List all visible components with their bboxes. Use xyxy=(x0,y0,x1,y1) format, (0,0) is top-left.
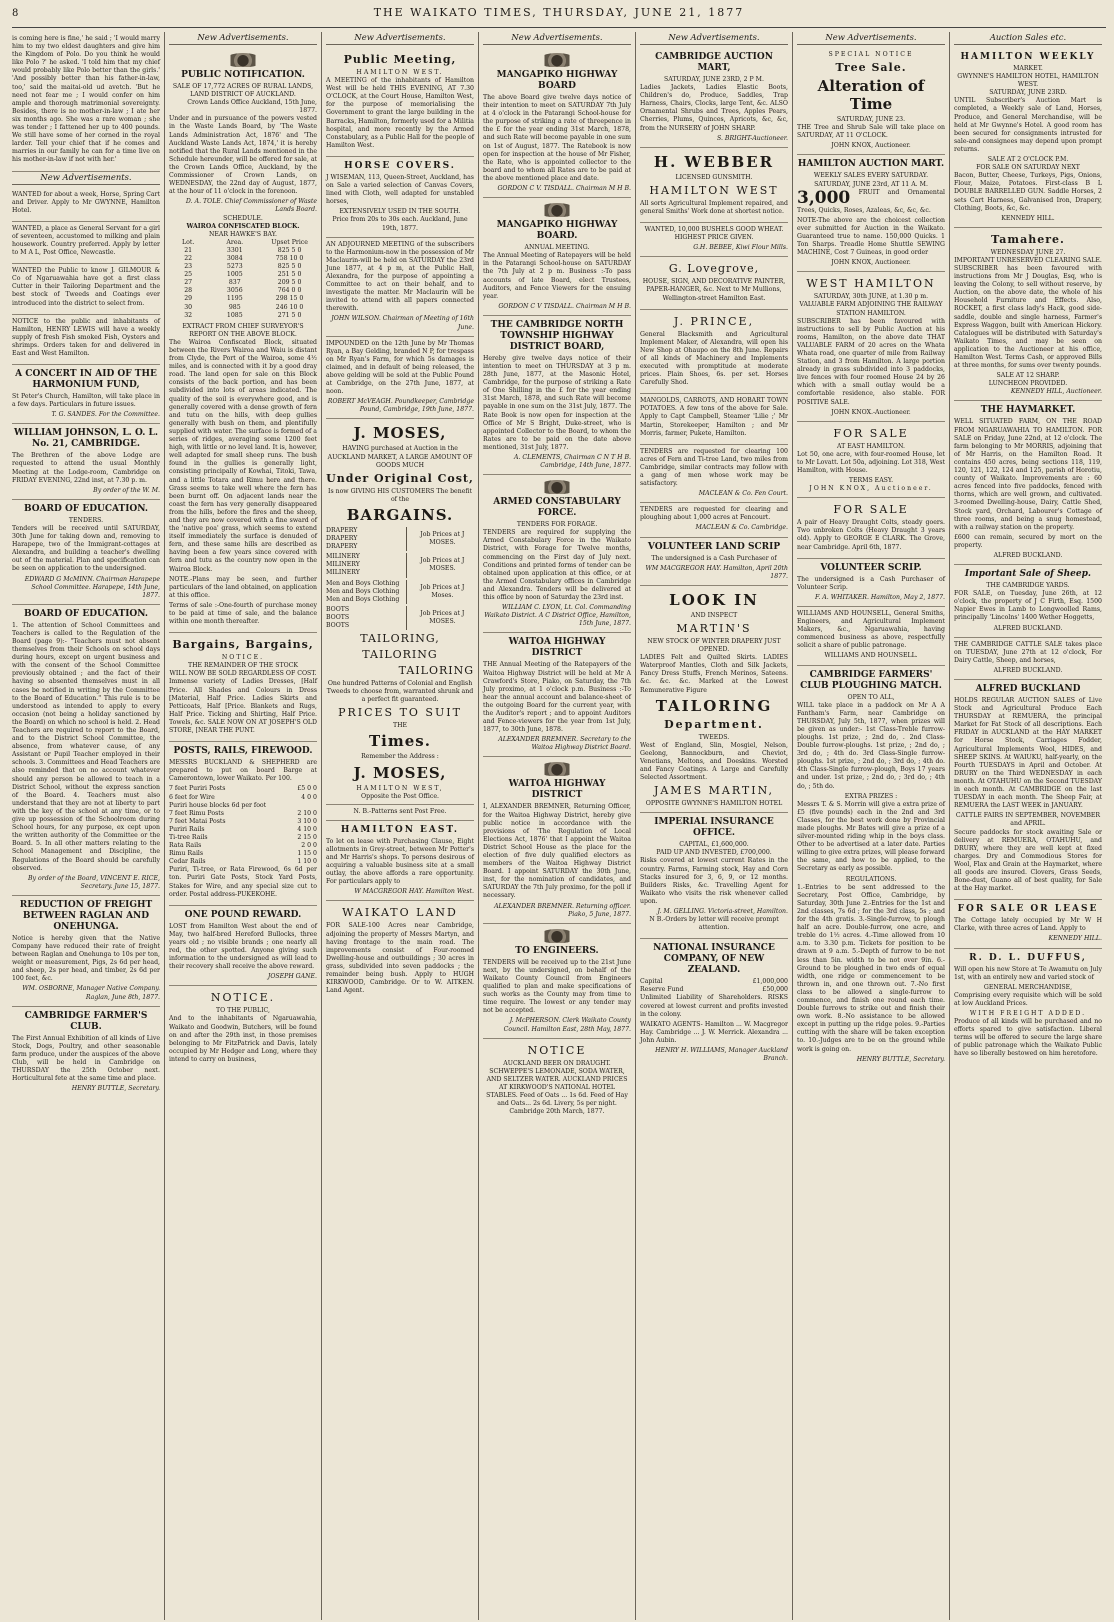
ad-signature: By order of the W. M. xyxy=(93,486,160,494)
royal-crest-icon xyxy=(539,203,575,217)
armed-constabulary-ad: ARMED CONSTABULARY FORCE. TENDERS FOR FORAGE. TENDERS are required for supplying the Armed Constabulary Force in the Waikato District, with Forage for Twelve months, commencing on the First day of July next. Conditions and printed forms of tender can be obtained upon application at this office, or at the Armed Constabulary offices in Cambridge and Alexandra. Tenders will be delivered at this office by noon of Saturday the 23rd inst. WILLIAM C. LYON, Lt. Col. Commanding Waikato District. A C District Office, Hamilton, 15th June, 1877. xyxy=(483,475,631,633)
column-6 xyxy=(792,32,949,1620)
job-item: MILINERY xyxy=(326,561,360,569)
wheat-wanted-ad: WANTED, 10,000 BUSHELS GOOD WHEAT. HIGHEST PRICE GIVEN. G.H. BEBEE, Kiwi Flour Mills. xyxy=(640,223,788,257)
hotel-notice-ad: NOTICE AUCKLAND BEER ON DRAUGHT. SCHWEPPE'S LEMONADE, SODA WATER, AND SELTZER WATER. AUCKLAND PRICES AT KIRKWOOD'S NATIONAL HOTEL STABLES. Feed of Oats ... 1s 6d. Feed of Hay and Oats... 2s 6d. Livery, 5s per night. Cambridge 20th March, 1877. xyxy=(486,1043,628,1116)
ad-text: The First Annual Exhibition of all kinds of Live Stock, Dogs, Poultry, and other seasonable farm produce, under the auspices of the above Club, will be held in Cambridge on THURSDAY the 25th October next. Horticultural fete at the same time and place. xyxy=(12,1034,160,1083)
job-item: Men and Boys Clothing xyxy=(326,579,400,587)
job-item: DRAPERY xyxy=(326,526,358,534)
column-4 xyxy=(478,32,635,1620)
job-item: MILINERY xyxy=(326,569,360,577)
table-cell: 23 xyxy=(184,263,193,271)
price-cell: 4 10 0 xyxy=(297,825,317,833)
price-cell: 1 10 0 xyxy=(297,858,317,866)
table-cell: 3056 xyxy=(226,287,243,295)
weekly-market-ad: HAMILTON WEEKLY MARKET. GWYNNE'S HAMILTON HOTEL, HAMILTON WEST. SATURDAY, JUNE 23RD. UNTIL Subscriber's Auction Mart is completed, a Weekly sale of Land, Horses, Produce, and General Merchandise, will be held at Mr Gwynne's Hotel. A good room has been secured for consignments intrusted for sale-and consignees may depend upon prompt returns. SALE AT 2 O'CLOCK P.M. FOR SALE ON SATURDAY NEXT Bacon, Butter, Cheese, Turkeys, Pigs, Onions, Flour, Maize, Potatoes. First-class B L DOUBLE BARRELLED GUN. Saddle Horses, 2 sets Cart Harness, Galvanised Iron, Drapery, Clothing, Boots, &c, &c. KENNEDY HILL. xyxy=(954,48,1102,228)
royal-crest-icon xyxy=(539,480,575,494)
sheep-sale-ad: Important Sale of Sheep. THE CAMBRIDGE YARDS. FOR SALE, on Tuesday, June 26th, at 12 o'clock, the property of J C Firth, Esq. 1500 Napier Ewes in Lamb to Longwoolled Rams, principally 'Lincolns' 1400 Wether Hoggetts, ALFRED BUCKLAND. xyxy=(954,565,1102,638)
price-cell: 2 0 0 xyxy=(301,842,317,850)
table-cell: 29 xyxy=(184,295,193,303)
capital-table: Capital £1,000,000 Reserve Fund £50,000 xyxy=(640,978,788,994)
price-cell: £5 0 0 xyxy=(297,785,317,793)
schedule-rows xyxy=(169,247,317,320)
mangapiko-board-ad: MANGAPIKO HIGHWAY BOARD The above Board give twelve days notice of their intention to meet on SATURDAY 7th July at 4 o'clock in the Patarangi School-house for the purpose of striking a rate of threepence in the £ for the year ending 31st March, 1878, and such Rate will become payable in one sum on 1st of August, 1877. The Ratebook is now open for inspection at the house of Mr Fisher, the Rate, who is appointed collector to the board and to whom all Rates are to be paid at the above mentioned place and date. GORDON C V. TISDALL. Chairman M H B. xyxy=(483,48,631,198)
adjourned-meeting-ad: AN ADJOURNED MEETING of the subscribers to the Harmonium-now in the possession of Mr Maclaurin-will be held on SATURDAY the 23rd June 1877, at 4 p m, at the Public Hall, Alexandra, for the purpose of appointing a Committee to act on their behalf, and to investigate the matter. Mr Maclaurin will be invited to attend with all papers connected therewith. JOHN WILSON. Chairman of Meeting of 16th June. xyxy=(326,238,474,337)
ad-signature: WM. OSBORNE, Manager Native Company. Raglan, June 8th, 1877. xyxy=(22,985,160,1001)
sale-or-lease-ad: FOR SALE OR LEASE The Cottage lately occupied by Mr W H Clarke, with three acres of Land. Apply to KENNEDY HILL. xyxy=(954,900,1102,948)
ad-signature: HENRY BUTTLE, Secretary. xyxy=(71,1085,160,1093)
column-3 xyxy=(321,32,478,1620)
price-cell: 3 10 0 xyxy=(297,817,317,825)
royal-crest-icon xyxy=(539,762,575,776)
classified-ad xyxy=(12,424,160,499)
column-5 xyxy=(635,32,792,1620)
ad-text: St Peter's Church, Hamilton, will take place in a few days. Particulars in future issues. xyxy=(12,393,160,409)
table-cell: 825 5 0 xyxy=(277,263,302,271)
waitoa-election-ad: WAITOA HIGHWAY DISTRICT I, ALEXANDER BREMNER, Returning Officer, for the Waitoa Highway District, hereby give public notice in accordance with the provisions of 'The Regulation of Local Elections Act, 1876' that I appoint the Waitoa District School House as the place for the election of five duly qualified electors as members of the Waitoa Highway District Board. I appoint SATURDAY the 30th June, inst, for the nomination of candidates, and SATURDAY the 7th July proximo, for the poll if necessary. ALEXANDER BREMNER. Returning officer. Piako, 5 June, 1877. xyxy=(483,757,631,923)
job-price-group xyxy=(326,580,474,604)
table-cell: 27 xyxy=(184,279,193,287)
ad-text: Notice is hereby given that the Native Company have reduced their rate of freight between Raglan and Onehunga to 10s per ton, weight or measurement, Pigs, 2s 6d per head, and sheep, 2s per head, and timber, 2s 6d per 100 feet, &c. xyxy=(12,934,160,983)
haymarket-ad: THE HAYMARKET. WELL SITUATED FARM, ON THE ROAD FROM NGARUAWAHIA TO HAMILTON. FOR SALE on Friday, June 22nd, at 12 o'clock. The farm belonging to Mr MORRIS, adjoining that of Mr Harris, on the Hamilton Road. It contains 450 acres, being sections 118, 119, 120, 121, 122, 124 and 125, parish of Horotiu, county of Waikato. Improvements are : 60 acres fenced into five paddocks, fenced with thorns, which are well grown, and cultivated. 3-roomed Dwelling-house, Dairy, Cattle Shed, Stock yard, Orchard, Labourer's Cottage of three rooms, and being a snug homestead, with a railway station on the property. £600 can remain, secured by mort on the property. ALFRED BUCKLAND. xyxy=(954,401,1102,565)
classified-ad xyxy=(12,896,160,1007)
cambridge-north-ad: THE CAMBRIDGE NORTH TOWNSHIP HIGHWAY DISTRICT BOARD, Hereby give twelve days notice of their intention to meet on THURSDAY at 3 p m. 28th June, 1877, at the Masonic Hotel, Cambridge, for the purpose of striking a Rate of One Shilling in the £ for the year ending 31st March, 1878, and such Rate will become payable in one sum on the 31st July, 1877. The Rate Book is now open for inspection at the Office of Mr S Bright, Duke-street, who is appointed Collector to the Board, to whom the Rates are to be paid on the date above mentioned, 31st July, 1877. A. CLEMENTS, Chairman C N T H B. Cambridge, 14th June, 1877. xyxy=(483,316,631,475)
column-2 xyxy=(164,32,321,1620)
bargains-ad: Bargains, Bargains, NOTICE. THE REMAINDER OF THE STOCK WILL NOW BE SOLD REGARDLESS OF COST. Immense variety of Ladies Dresses, [Half Price. All Shades and Colours in Dress [Material, Half Price. Ladies Skirts and Petticoats, Half [Price. Blankets and Rugs, Half Price. Ticking and Shirting, Half Price. Towels, &c. SALE NOW ON AT JOSEPH'S OLD STORE, [NEAR THE PUNT. xyxy=(169,633,317,742)
classified-ad xyxy=(12,605,160,896)
horse-covers-ad: HORSE COVERS. J WISEMAN, 113, Queen-Street, Auckland, has on Sale a varied selection of Canvas Covers, lined with Cloth, well adapted for unstabled horses, EXTENSIVELY USED IN THE SOUTH. Price from 20s to 30s each. Auckland, June 19th, 1877. xyxy=(326,157,474,238)
classified-ad xyxy=(12,188,160,222)
schedule-table: Lot. Area. Upset Price xyxy=(182,238,308,246)
table-cell: 209 5 0 xyxy=(277,279,302,287)
table-cell: 3301 xyxy=(226,246,243,254)
classified-ad xyxy=(12,315,160,365)
ad-title: A CONCERT IN AID OF THE HARMONIUM FUND, xyxy=(15,369,157,391)
price-cell: 2 15 0 xyxy=(297,833,317,841)
job-note: Job Prices at J MOSES. xyxy=(420,557,465,573)
royal-crest-icon xyxy=(539,53,575,67)
column-heading: New Advertisements. xyxy=(169,32,317,45)
masthead xyxy=(12,6,1106,28)
column-heading: Auction Sales etc. xyxy=(954,32,1102,45)
prince-ad: J. PRINCE, General Blacksmith and Agricultural Implement Maker, of Alexandra, will open his New Shop at Ohaupo on the 8th June. Repairs of all kinds of Machinery and Implements executed with promptitude at moderate prices. Plain Shoes, 6s. per set. Horses Carefully Shod. xyxy=(640,310,788,395)
table-cell: 271 5 0 xyxy=(277,311,302,319)
price-cell: 7 feet Matai Posts xyxy=(169,817,226,825)
classified-ad xyxy=(12,222,160,264)
price-cell: Puriri Rails xyxy=(169,825,205,833)
classified-ad xyxy=(12,1007,160,1098)
table-cell: 3084 xyxy=(226,254,243,262)
ploughing-match-ad: CAMBRIDGE FARMERS' CLUB PLOUGHING MATCH. OPEN TO ALL, WILL take place in a paddock on Mr A A Fantham's Farm, near Cambridge on THURSDAY, July 5th, 1877, when prizes will be given as under:- 1st Class-Treble furrow-ploughs. 1st prize, ; 2nd do, . 2nd Class-Double furrow-ploughs. 1st prize, ; 2nd do, ; 3rd do, ; 4th do. 3rd Class-Single furrow-ploughs. 1st prize, ; 2nd do, ; 3rd do, ; 4th do. 4th Class-Single furrow-plough, Boys 17 years and under. 1st prize, ; 2nd do, ; 3rd do, ; 4th do, ; 5th do. EXTRA PRIZES : Messrs T. & S. Morrin will give a extra prize of £5 (five pounds) each in the 2nd and 3rd Classes, for the best work done by Provincial made ploughs. Mr Bates will give a prize of a silver-mounted riding whip in the boys class. Other to be advertised at a later date. Parties willing to give extra prizes, will please forward the same, and how to be applied, to the Secretary as early as possible. REGULATIONS. 1.-Entries to be sent addressed to the Secretary, Post Office, Cambridge, by Saturday, 30th June 2.-Entries for the 1st and 2nd classes, 7s 6d ; for the 3rd class, 5s ; and for the 4th gratis. 3.-Single-furrow, to plough half an acre. Double-furrow, one acre, and treble do 1½ acres. 4.-Time allowed from 10 a.m. to 3.30 p.m. Tickets for position to be drawn at 9 a.m. 5.-Depth of furrow to be not less than 5in. width to be not over 9in. 6.-Ground to be ploughed in two ends of equal width, one ridge or commencement to be thrown in, and one thrown out. 7.-No first class to be allowed a single-furrow to commence, and finish one round each time. Double furrows to strike out and finish their own work. 8.-No assistance to be allowed except in putting up the ridge poles. 9.-Parties cutting with the share will be taken exception to. 10.-Judges are to be on the ground while work is going on. HENRY BUTTLE, Secretary. xyxy=(797,669,945,1063)
ad-signature: By order of the Board, VINCENT E. RICE, Secretary. June 15, 1877. xyxy=(28,874,160,890)
classified-ad xyxy=(12,264,160,314)
waitoa-annual-ad: WAITOA HIGHWAY DISTRICT THE Annual Meeting of the Ratepayers of the Waitoa Highway District will be held at Mr A Crawford's Store, Piako, on Saturday, the 7th July proximo, at 1 o'clock p.m. Business :-To hear the annual account and balance-sheet of the outgoing Board for the current year, with the Auditor's report ; and to appoint Auditors and Fence-viewers for the year from 1st July, 1877, to 30th June, 1878. ALEXANDER BREMNER. Secretary to the Waitoa Highway District Board. xyxy=(483,633,631,757)
table-cell: 32 xyxy=(184,311,193,319)
hamilton-auction-mart-ad: HAMILTON AUCTION MART. WEEKLY SALES EVERY SATURDAY. SATURDAY, JUNE 23rd, AT 11 A. M. 3,000 FRUIT and Ornamental Trees, Quicks, Roses, Azaleas, &c, &c, &c. NOTE-The above are the choicest collection ever submitted for Auction in the Waikato. Guaranteed true to name. 150,000 Quicks. 1 Ton Sharps. Treadle Home Shuttle SEWING MACHINE, Cost 7 Guineas, in good order JOHN KNOX, Auctioneer. xyxy=(797,155,945,272)
table-cell: 30 xyxy=(184,303,193,311)
national-insurance-ad: NATIONAL INSURANCE COMPANY, OF NEW ZEALAND. Capital £1,000,000 Reserve Fund £50,000 Unlimited Liability of Shareholders. RISKS covered at lowest current and profits invested in the colony. WAIKATO AGENTS- Hamilton ... W. Macgregor Hay. Cambridge ... J. W. Merrick. Alexandra ... John Aubin. HENRY H. WILLIAMS, Manager Auckland Branch. xyxy=(640,943,788,1063)
tenders-ploughing-ad: TENDERS are requested for clearing and ploughing about 1,000 acres at Fencourt. MACLEAN & Co. Cambridge. xyxy=(640,503,788,537)
table-cell: 246 10 0 xyxy=(275,303,304,311)
page-number: 8 xyxy=(12,8,19,19)
posts-rails-ad: POSTS, RAILS, FIREWOOD. MESSRS BUCKLAND & SHEPHERD are prepared to put on board Barge at Camerontown, lower Waikato. Per 100. 7 feet Puriri Posts £5 0 0 6 feet for Wire 4 0 0 Puriri house blocks 6d per foot 7 feet Rimu Posts 2 10 0 7 feet Matai Posts 3 10 0 Puriri Rails 4 10 0 Ti-tree Rails 2 15 0 Rata Rails 2 0 0 Rimu Rails 1 15 0 Cedar Rails 1 10 0 Puriri, Ti-tree, or Rata Firewood, 6s 6d per ton. Puriri Gate Posts, Stock Yard Posts, Stakes for Wire, and any special size cut to order. Postal address-PUKEKOHE. xyxy=(169,742,317,906)
job-item: BOOTS xyxy=(326,621,350,629)
price-list xyxy=(169,785,317,866)
martins-drapery-ad: LOOK IN AND INSPECT MARTIN'S NEW STOCK OF WINTER DRAPERY JUST OPENED. LADIES Felt and Quilted Skirts. LADIES Waterproof Mantles, Cloth and Silk Jackets, Fancy Dress Stuffs, French Merinos, Sateens. &c. &c. &c. Marked at the Lowest Remunerative Figure TAILORING Department. TWEEDS. West of England, Slin, Mosgiel, Nelson, Geelong, Bannockburn, and Cheviot, Venetians, Meltons, and Doeskins. Worsted and Fancy Coatings. A Large and Carefully Selected Assortment. JAMES MARTIN, OPPOSITE GWYNNE'S HAMILTON HOTEL xyxy=(640,586,788,813)
table-cell: 21 xyxy=(184,246,193,254)
table-cell: 251 5 0 xyxy=(277,271,302,279)
job-item: BOOTS xyxy=(326,605,350,613)
job-item: Men and Boys Clothing xyxy=(326,595,400,603)
price-cell: 7 feet Puriri Posts xyxy=(169,785,226,793)
table-cell: 758 10 0 xyxy=(275,254,304,262)
waikato-land-ad: WAIKATO LAND FOR SALE-100 Acres near Cambridge, adjoining the property of Messrs Martyn, and having frontage to the main road. The improvements consist of Four-roomed Dwelling-house and outbuildings ; 30 acres in grass, subdivided into seven paddocks ; the remainder being bush. Apply to HUGH KIRKWOOD, Cambridge. Or to W. AITKEN. Land Agent. xyxy=(326,906,474,995)
for-sale-east-hamilton-ad: FOR SALE AT EAST HAMILTON. Lot 50, one acre, with four-roomed House, let to Mr Lovatt. Lot 50a, adjoining. Lot 318, West Hamilton, with House. TERMS EASY. JOHN KNOX, Auctioneer. xyxy=(797,422,945,499)
table-cell: 985 xyxy=(228,303,241,311)
mangolds-ad: MANGOLDS, CARROTS, AND HOBART TOWN POTATOES. A few tons of the above for Sale. Apply to Capt Campbell, Steamer 'Lilie ;' Mr Martin, Storekeeper, Hamilton ; and Mr Morris, farmer, Pukete, Hamilton. xyxy=(640,394,788,444)
price-cell: Rata Rails xyxy=(169,842,202,850)
royal-crest-icon xyxy=(225,53,261,67)
ad-title: REDUCTION OF FREIGHT BETWEEN RAGLAN AND ONEHUNGA. xyxy=(19,899,153,932)
williams-hounsell-ad: WILLIAMS AND HOUNSELL, General Smiths, Engineers, and Agricultural Implement Makers, &c., Ngaruawahia, having commenced business as above, respectfully solicit a share of public patronage. WILLIAMS AND HOUNSELL. xyxy=(797,607,945,666)
ad-text: WANTED the Public to know J. GILMOUR & Co of Ngaruawahia have got a first class Cutter in their Tailoring Department and the best stock of Tweeds and Coatings ever introduced into the district to select from. xyxy=(12,267,160,307)
column-heading: New Advertisements. xyxy=(797,32,945,45)
job-item: Men and Boys Clothing xyxy=(326,587,400,595)
table-cell: 1005 xyxy=(226,271,243,279)
lovegrove-ad: G. Lovegrove, HOUSE, SIGN, AND DECORATIVE PAINTER, PAPER-HANGER, &c. Next to Mr Mullions, Wellington-street Hamilton East. xyxy=(640,257,788,309)
royal-crest-icon xyxy=(539,929,575,943)
buckland-auctions-ad: ALFRED BUCKLAND HOLDS REGULAR AUCTION SALES of Live Stock and Agricultural Produce Each THURSDAY at REMUERA, the principal Market for Fat Stock of all descriptions. Each FRIDAY in AUCKLAND at the HAY MARKET for Horse Stock, Carriages Fodder, Agricultural Implements Wool, HIDES, and SHEEP SKINS. At WAIUKU, half-yearly, on the Fourth TUESDAYS in April and October. At DRURY on the Third WEDNESDAY in each month. At OTAHUHU on the Second TUESDAY in each month. At CAMBRIDGE on the last TUESDAY in each month. The Sheep Fair, at REMUERA the LAST WEEK in JANUARY. CATTLE FAIRS IN SEPTEMBER, NOVEMBER and APRIL. Secure paddocks for stock awaiting Sale or delivery at REMUERA, OTAHUHU, and DRURY, where they are well kept at fixed charges. Dry and Commodious Stores for Wool, Flax and Grain at the Haymarket, where all goods are insured. Clovers, Grass Seeds, Bone-dust, Guano all of best quality, for Sale at the Hay market. xyxy=(954,680,1102,900)
ad-text: NOTICE to the public and inhabitants of Hamilton, HENRY LEWIS will have a weekly supply of fresh Fish smoked Fish, Oysters and shrimps. Orders taken for and delivered in East and West Hamilton. xyxy=(12,317,160,357)
job-price-group xyxy=(326,527,474,551)
ad-title: BOARD OF EDUCATION. xyxy=(23,608,149,619)
reward-ad: ONE POUND REWARD. LOST from Hamilton West about the end of May, two half-bred Hereford Bullocks, three years old ; no visible brands ; one nearly all red, the other spotted. Anyone giving such information to the undersigned as will lead to their recovery shall receive the above reward. JOSEPH GANE. xyxy=(169,906,317,987)
classified-ad xyxy=(12,500,160,605)
classified-ad xyxy=(12,365,160,424)
ad-title: CAMBRIDGE FARMER'S CLUB. xyxy=(24,1010,148,1032)
table-cell: 22 xyxy=(184,254,193,262)
price-cell: 4 0 0 xyxy=(301,793,317,801)
column-1 xyxy=(12,32,164,1620)
moses-ad: J. MOSES, HAVING purchased at Auction in the AUCKLAND MARKET, A LARGE AMOUNT OF GOODS MUCH Under Original Cost, Is now GIVING HIS CUSTOMERS The benefit of the BARGAINS. DRAPERY DRAPERY DRAPERY Job Prices at J MOSES. MILINERY MILINERY MILINERY Job Prices at J MOSES. Men and Boys Clothing Men and Boys Clothing Men and Boys Clothing Job Prices at J Moses. BOOTS BOOTS BOOTS Job Prices at J MOSES. TAILORING, TAILORING TAILORING One hundred Patterns of Colonial and English Tweeds to choose from, warranted shrunk and a perfect fit guaranteed. PRICES TO SUIT THE Times. Remember the Address : J. MOSES, HAMILTON WEST, Opposite the Post Office. N. B.-Patterns sent Post Free. xyxy=(326,419,474,820)
ad-text: Tenders will be received until SATURDAY, 30th June for taking down and, removing to Harapepe, two of the Immigrant-cottages at Alexandra, and building a teacher's dwelling out of the material. Plan and specification can be seen on application to the undersigned. xyxy=(12,524,160,573)
column-heading: New Advertisements. xyxy=(483,32,631,45)
price-cell: 7 feet Rimu Posts xyxy=(169,809,224,817)
tenders-fern-ad: TENDERS are requested for clearing 100 acres of Fern and Ti-tree Land, two miles from Cambridge, similar contracts may follow with a gang of men whose work may be satisfactory. MACLEAN & Co. Fen Court. xyxy=(640,445,788,504)
ad-signature: T. G. SANDES. For the Committee. xyxy=(51,411,160,419)
duffus-store-ad: R. D. L. DUFFUS, Will open his new Store at Te Awamutu on July 1st, with an entirely new and varied stock of GENERAL MERCHANDISE, Comprising every requisite which will be sold at low Auckland Prices. WITH FREIGHT ADDED. Produce of all kinds will be purchased and no efforts spared to give satisfaction. Liberal terms will be offered to secure the large share of public patronage which the Waikato Public have so liberally bestowed on him heretofore. xyxy=(954,952,1102,1058)
gunsmith-ad: H. WEBBER LICENSED GUNSMITH. HAMILTON WEST All sorts Agricultural Implement repaired, and general Smiths' Work done at shortest notice. xyxy=(640,148,788,223)
ad-text: WANTED, a place as General Servant for a girl of seventeen, accustomed to milking and plain housework. Country preferred. Apply by letter to M A L, Post Office, Newcastle. xyxy=(12,224,160,257)
column-heading: New Advertisements. xyxy=(326,32,474,45)
table-cell: 25 xyxy=(184,271,193,279)
west-hamilton-ad: WEST HAMILTON SATURDAY, 30th JUNE, at 1.30 p m. VALUABLE FARM ADJOINING THE RAILWAY STATION HAMILTON. SUBSCRIBER has been favoured with instructions to sell by Public Auction at his rooms, Hamilton, on the above date THAT VALUABLE FARM of 20 acres on the Whata Whata road, one quarter of mile from Railway Station, and 3 from Hamilton. A large portion already in grass subdivided into 3 paddocks, live fences with four roomed House 24 by 26 which with a small outlay would be a comfortable residence, also stable. FOR POSITIVE SALE. JOHN KNOX.-Auctioneer. xyxy=(797,272,945,421)
ad-text: 1. The attention of School Committees and Teachers is called to the Regulation of the Board (page 9):- "Teachers must not absent themselves from their Schools on school days during hours, except on urgent business and with the consent of the School Committee previously obtained ; and the fact of their having so absented themselves must in all cases be notified in writing by the Committee to the Board of Education." This rule is to be understood as intended to apply to every occasion (not being a holiday sanctioned by the Board) on which no school is held. 2. Head Teachers are required to report to the Board, and to the District School Committee, the absence, from whatever cause, of any Assistant or Pupil Teacher employed in their schools. 3. Committees and Head Teachers are also reminded that on no account whatever should any person be allowed to teach in a District School, without the express sanction of the Board. 4. Teachers must also understand that they are not at liberty to part with the key of the school at any time, or to give up possession of the Schoolroom during School hours, for any purpose, ex cept upon the written authority of the Committee or the Board. 5. In all other matters relating to the School Management and Discipline, the Regulations of the Board should be carefully observed. xyxy=(12,621,160,872)
job-note: Job Prices at J MOSES. xyxy=(420,609,465,625)
price-cell: 1 15 0 xyxy=(297,850,317,858)
price-cell: Rimu Rails xyxy=(169,850,204,858)
price-cell: Puriri house blocks 6d per foot xyxy=(169,801,267,809)
tree-sale-ad: SPECIAL NOTICE Tree Sale. Alteration of Time SATURDAY, JUNE 23. THE Tree and Shrub Sale will take place on SATURDAY, AT 11 O'CLOCK. JOHN KNOX, Auctioneer. xyxy=(797,48,945,155)
notice-ad: NOTICE. TO THE PUBLIC, And to the inhabitants of Ngaruawahia, Waikato and Goodwin, Butchers, will be found on and after the 29th inst, in those premises belonging to Mr FitzPatrick and Davis, lately occupied by Mr Hedger and Long, where they intend to carry on business, xyxy=(169,991,317,1063)
ad-subtitle: TENDERS. xyxy=(68,516,104,524)
hamilton-east-ad: HAMILTON EAST. To let on lease with Purchasing Clause, Eight allotments in Grey-street, between Mr Potter's and Mr Harris's shops. To persons desirous of acquiring a valuable business site at a small outlay, the above affords a rare opportunity. For particulars apply to W MACGREGOR HAY. Hamilton West. xyxy=(326,821,474,902)
public-notification-ad: PUBLIC NOTIFICATION. SALE OF 17,772 ACRES OF RURAL LANDS, LAND DISTRICT OF AUCKLAND. Crown Lands Office Auckland, 15th June, 1877. Under and in pursuance of the powers vested in the Waste Lands Board, by 'The Waste Lands Administration Act, 1876' and 'The Auckland Waste Lands Act, 1874,' it is hereby notified that the Rural Lands mentioned in the Schedule hereunder, will be offered for sale, at the Crown Lands Office, Auckland, by the Commissioner of Crown Lands, on WEDNESDAY, the 22nd day of August, 1877, at the hour of 11 o'clock in the forenoon. D. A. TOLE. Chief Commissioner of Waste Lands Board. SCHEDULE. WAIROA CONFISCATED BLOCK. NEAR HAWKE'S BAY. Lot. Area. Upset Price 21 3301 825 5 0 22 3084 758 10 0 23 5273 825 5 0 25 1005 251 5 0 27 837 209 5 0 28 3056 764 0 0 29 1195 298 15 0 30 985 246 10 0 32 1085 271 5 0 EXTRACT FROM CHIEF SURVEYOR'S REPORT ON THE ABOVE BLOCK. The Wairoa Confiscated Block, situated between the Rivers Wairoa and Waiu is distant from Clyde, the Port of the Wairoa, some 4½ miles, and is connected with it by a good dray road. The land open for sale on this Block consists of the back portion, and has been subdivided into lots of areas indicated. The quality of the soil is everywhere good, and is generally covered with a dense growth of fern and tutu on the hills, with deep gullies generally with bush on them, and plentifully supplied with water. The surface is formed of a series of ridges, averaging some 1200 feet high, with little or no level land. It is, however, well adapted for small sheep runs. The bush found in the gullies is generally light, consisting principally of Kowhai, Titoki, Tawa, and a little Totara and Rimu here and there. Grass seems to take well where the fern has been burnt off. On adjacent lands near the coast the fern has very generally disappeared from the hills, before the fires and the sheep, and they are now covered with a fine sward of the 'native poa' grass, which seems to extend itself immediately the surface is denuded of fern, and these same hills are described as having been a few years since covered with fern and tutu as the country now open in the Wairoa Block. NOTE.-Plans may be seen, and further particulars of the land obtained, on application at this office. Terms of sale :-One-fourth of purchase money to be paid at time of sale, and the balance within one month thereafter. xyxy=(169,48,317,633)
ad-text: WANTED for about a week, Horse, Spring Cart and Driver. Apply to Mr GWYNNE, Hamilton Hotel. xyxy=(12,190,160,214)
column-heading: New Advertisements. xyxy=(12,172,160,185)
table-cell: 5273 xyxy=(226,263,243,271)
price-cell: Ti-tree Rails xyxy=(169,833,208,841)
price-cell: 2 10 0 xyxy=(297,809,317,817)
job-price-group xyxy=(326,606,474,630)
volunteer-land-scrip-ad: VOLUNTEER LAND SCRIP The undersigned is a Cash Purchaser of WM MACGREGOR HAY. Hamilton, April 20th 1877. xyxy=(640,538,788,586)
ad-title: BOARD OF EDUCATION. xyxy=(23,503,149,514)
price-cell: 6 feet for Wire xyxy=(169,793,215,801)
column-heading: New Advertisements. xyxy=(640,32,788,45)
story-continuation: is coming here is fine,' he said ; 'I would marry him to my two eldest daughters and give him the Kingdom of Polo. Do you think he would like Polo ?' he asked. 'I told him that my chief would probably like Polo better than the girls.' 'And possibly better than his father-in-law, too,' said the maitai-old ud avetch. 'But he need not fear me ; I would confer on him ample and thorough matrimonial sovereignty. Besides, there is no mother-in-law ; I ate her six months ago. She was a rare woman ; she was tender ; I fattened her up to 400 pounds. We still have some of her corned in the royal larder. Tell your chief that if he comes and marries in our family he can for a time live on his mother-in-law if not with her.' xyxy=(12,32,160,172)
engineers-ad: TO ENGINEERS. TENDERS will be received up to the 21st June next, by the undersigned, on behalf of the Waikato County Council from Engineers qualified to plan and make specifications of such works as the County may from time to time require. The lowest or any tender may not be accepted. J. McPHERSON. Clerk Waikato County Council. Hamilton East, 28th May, 1877. xyxy=(483,924,631,1039)
table-cell: 28 xyxy=(184,287,193,295)
ad-text: The Brethren of the above Lodge are requested to attend the usual Monthly Meeting at the Lodge-room, Cambridge on FRIDAY EVENING, 22nd inst, at 7.30 p. m. xyxy=(12,452,160,484)
job-note: Job Prices at J Moses. xyxy=(420,583,465,599)
table-cell: 825 5 0 xyxy=(277,246,302,254)
table-cell: 1085 xyxy=(226,311,243,319)
tamahere-ad: Tamahere. WEDNESDAY JUNE 27. IMPORTANT UNRESERVED CLEARING SALE. SUBSCRIBER has been favoured with instructions from Mr J Douglas, Esq, who is leaving the Colony, to sell without reserve, by Auction, on the above date, the whole of his Household Furniture and Effects. Also, ROCKET, a first class lady's Hack, good side-saddle, double and single harness, Farmer's Express Waggon, built with American Hickory. Catalogues will be distributed with Saturday's Waikato Times, and may be seen on application to the Auctioneer at his office, Hamilton West. Terms Cash, or approved Bills at three months, for sums over twenty pounds. SALE AT 12 SHARP. LUNCHEON PROVIDED. KENNEDY HILL, Auctioneer. xyxy=(954,228,1102,402)
table-cell: 837 xyxy=(228,279,241,287)
public-meeting-ad: Public Meeting, HAMILTON WEST. A MEETING of the inhabitants of Hamilton West will be held THIS EVENING, AT 7.30 O'CLOCK, at the Court House, Hamilton West, for the purpose of memorialising the Government to grant the large building in the Barracks, Hamilton, formerly used for a Militia hospital, and more recently by the Armed Constabulary, as a Public Hall for the people of Hamilton West. xyxy=(326,48,474,157)
ad-title: WILLIAM JOHNSON, L. O. L. No. 21, CAMBRIDGE. xyxy=(14,428,158,450)
impounded-ad: IMPOUNDED on the 12th June by Mr Thomas Ryan, a Bay Gelding, branded N P, for trespass on Mr Ryan's Farm, for which 5s damages is claimed, and in default of being released, the above gelding will be sold at the Public Pound at Cambridge, on the 27th June, 1877, at noon. ROBERT McVEAGH. Poundkeeper, Cambridge Pound, Cambridge, 19th June, 1877. xyxy=(326,337,474,420)
job-price-group xyxy=(326,553,474,577)
job-item: MILINERY xyxy=(326,553,360,561)
job-item: DRAPERY xyxy=(326,543,358,551)
newspaper-title: THE WAIKATO TIMES, THURSDAY, JUNE 21, 1877 xyxy=(373,6,745,19)
ad-signature: EDWARD G McMINN. Chairman Harapepe School Committee. Harapepe, 14th June, 1877. xyxy=(24,575,160,599)
job-item: BOOTS xyxy=(326,613,350,621)
job-item: DRAPERY xyxy=(326,535,358,543)
price-cell: Cedar Rails xyxy=(169,858,206,866)
volunteer-scrip-ad: VOLUNTEER SCRIP. The undersigned is a Cash Purchaser of Volunteer Scrip. F. A. WHITAKER. Hamilton, May 2, 1877. xyxy=(797,559,945,607)
table-cell: 764 0 0 xyxy=(277,287,302,295)
column-7 xyxy=(949,32,1106,1620)
table-cell: 298 15 0 xyxy=(275,295,304,303)
imperial-insurance-ad: IMPERIAL INSURANCE OFFICE. CAPITAL, £1,600,000. PAID UP AND INVESTED, £700,000. Risks covered at lowest current Rates in the country. Farms, Farming stock, Hay and Corn Stacks insured for 3, 6, 9, or 12 months. Builders Risks, &c. Travelling Agent for Waikato who visits the risk whenever called upon. J. M. GELLING. Victoria-street, Hamilton. N B.-Orders by letter will receive prompt attention. xyxy=(640,813,788,939)
cattle-sale-ad: THE CAMBRIDGE CATTLE SALE takes place on TUESDAY, June 27th at 12 o'clock, For Dairy Cattle, Sheep, and horses, ALFRED BUCKLAND. xyxy=(954,638,1102,680)
table-cell: 1195 xyxy=(226,295,243,303)
price-cell xyxy=(275,802,317,810)
job-note: Job Prices at J MOSES. xyxy=(420,530,465,547)
mangapiko-annual-ad: MANGAPIKO HIGHWAY BOARD. ANNUAL MEETING. The Annual Meeting of Ratepayers will be held in the Patarangi School-house on SATURDAY the 7th July at 2 p m. Business :-To pass accounts of late Board, elect Trustees, Auditors, and Fence Viewers for the ensuing year. GORDON C V TISDALL. Chairman M H B. xyxy=(483,198,631,316)
cambridge-auction-ad: CAMBRIDGE AUCTION MART, SATURDAY, JUNE 23RD, 2 P M. Ladies Jackets, Ladies Elastic Boots, Children's do, Produce, Saddles, Trap Harness, Chairs, Clocks, large Tent, &c. ALSO Ornamental Shrubs and Trees, Apples Pears, Cherries, Plums, Quinces, Apricots, &c, &c, from the NURSERY of JOHN SHARP. S. BRIGHT-Auctioneer. xyxy=(640,48,788,148)
for-sale-colts-ad: FOR SALE A pair of Heavy Draught Colts, steady goers. Two unbroken Colts (Heavy Draught 3 years old). Apply to GEORGE E CLARK. The Grove, near Cambridge. April 6th, 1877. xyxy=(797,498,945,558)
